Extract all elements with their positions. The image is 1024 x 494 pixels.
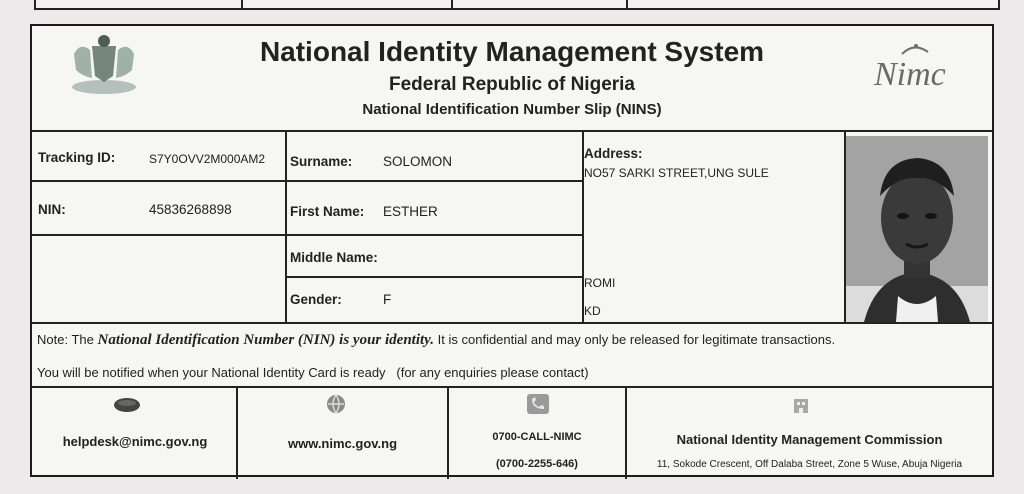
nin-slip [30,24,994,477]
phone-number: (0700-2255-646) [496,458,578,470]
notification-note: You will be notified when your National Identity Card is ready (for any enquiries please contact) [37,365,589,380]
globe-icon [325,393,347,415]
first-name-label: First Name: [290,204,365,219]
phone-word: 0700-CALL-NIMC [492,431,582,443]
building-icon [792,396,810,414]
nin-value: 45836268898 [149,202,232,217]
nimc-logo-text: Nimc [874,56,946,93]
middle-name-label: Middle Name: [290,250,378,265]
country-subtitle: Federal Republic of Nigeria [389,74,635,95]
helpdesk-email[interactable]: helpdesk@nimc.gov.ng [62,434,208,449]
address-label: Address: [584,146,643,161]
note-prefix: Note: The [37,332,94,347]
holder-photo [846,136,988,322]
first-name-value: ESTHER [383,204,438,219]
tracking-id-label: Tracking ID: [38,150,116,165]
note-emphasis: National Identification Number (NIN) is your identity. [97,332,435,348]
previous-slip-edge [34,0,1000,10]
surname-value: SOLOMON [383,154,453,169]
nimc-logo [868,40,958,100]
nin-label: NIN: [38,202,66,217]
surname-label: Surname: [290,154,353,169]
address-line-3: KD [584,304,601,318]
gender-label: Gender: [290,292,342,307]
phone-icon [526,393,550,415]
note-suffix: It is confidential and may only be released for legitimate transactions. [437,332,836,347]
identity-note [37,332,835,349]
gender-value: F [383,292,392,307]
org-name: National Identity Management Commission [676,432,943,447]
org-address: 11, Sokode Crescent, Off Dalaba Street, Zone 5 Wuse, Abuja Nigeria [656,459,963,470]
website-link[interactable]: www.nimc.gov.ng [287,436,398,451]
address-line-2: ROMI [584,276,616,290]
slip-name: National Identification Number Slip (NINS) [362,101,662,118]
email-icon [113,396,141,414]
address-line-1: NO57 SARKI STREET,UNG SULE [584,166,769,180]
tracking-id-value: S7Y0OVV2M000AM2 [149,152,266,166]
page-title: National Identity Management System [259,36,765,67]
